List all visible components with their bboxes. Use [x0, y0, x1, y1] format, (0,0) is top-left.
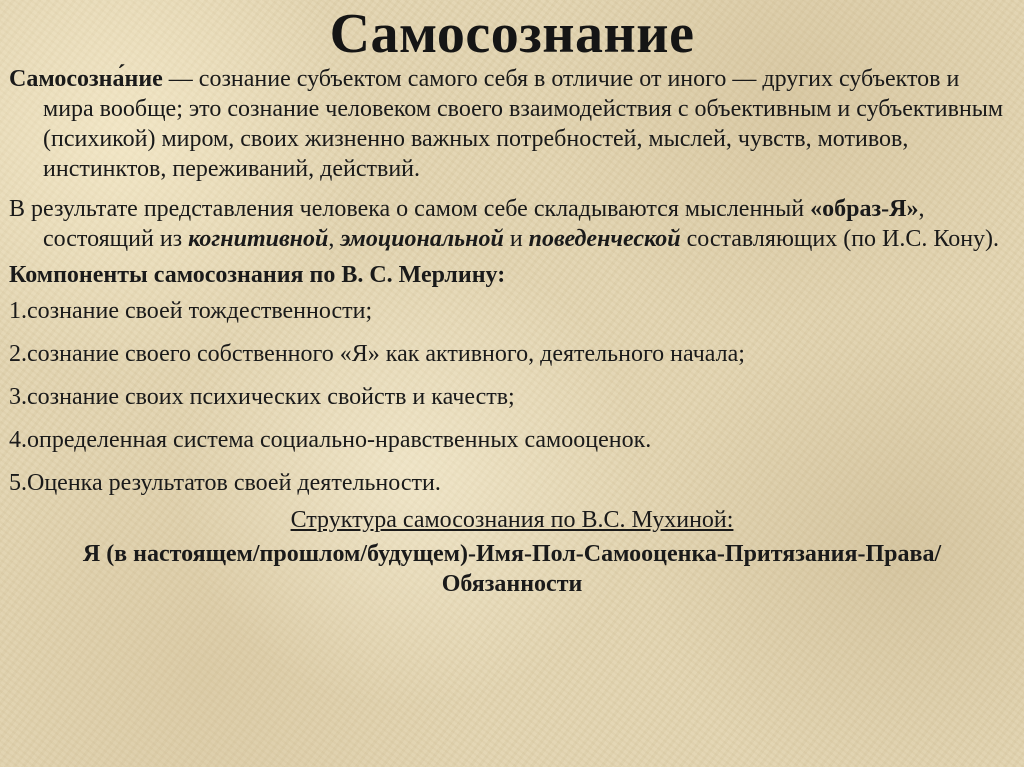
self-image-emotional: эмоциональной [340, 226, 504, 252]
list-item [9, 382, 1015, 412]
self-image-term: «образ-Я» [810, 196, 919, 222]
self-image-behavioral: поведенческой [528, 226, 681, 252]
components-list [9, 296, 1015, 498]
list-item-text: сознание своих психических свойств и качеств; [27, 384, 515, 410]
list-item-text: Оценка результатов своей деятельности. [27, 470, 441, 496]
definition-term: Самосозна́ние [9, 66, 163, 92]
structure-heading: Структура самосознания по В.С. Мухиной: [290, 507, 734, 533]
self-image-sep2: и [503, 226, 529, 252]
components-heading: Компоненты самосознания по В. С. Мерлину: [9, 262, 506, 288]
list-item [9, 425, 1015, 455]
list-item-number: 3. [9, 384, 27, 410]
list-item-text: сознание своей тождественности; [27, 298, 373, 324]
definition-paragraph [9, 64, 1015, 184]
self-image-cognitive: когнитивной [188, 226, 329, 252]
list-item-text: определенная система социально-нравственных самооценок. [27, 427, 652, 453]
list-item-text: сознание своего собственного «Я» как активного, деятельного начала; [27, 341, 745, 367]
definition-text: — сознание субъектом самого себя в отличие от иного — других субъектов и мира вообще; это сознание человеком своего взаимодействия с объективным и субъективным (психикой) миром, своих жизненно важных потребностей, мыслей, чувств, мотивов, инстинктов, переживаний, действий. [43, 66, 1004, 182]
list-item [9, 339, 1015, 369]
self-image-part1: В результате представления человека о самом себе складываются мысленный [9, 196, 811, 222]
self-image-part3: составляющих (по И.С. Кону). [680, 226, 1000, 252]
slide-title: Самосознание [329, 3, 695, 65]
list-item [9, 468, 1015, 498]
self-image-paragraph [9, 194, 1015, 254]
self-image-part2: , состоящий из [43, 196, 925, 252]
list-item-number: 5. [9, 470, 27, 496]
list-item-number: 1. [9, 298, 27, 324]
structure-formula: Я (в настоящем/прошлом/будущем)-Имя-Пол-Самооценка-Притязания-Права/Обязанности [82, 541, 942, 597]
list-item-number: 4. [9, 427, 27, 453]
slide-content [9, 64, 1015, 599]
self-image-sep1: , [328, 226, 341, 252]
list-item-number: 2. [9, 341, 27, 367]
list-item [9, 296, 1015, 326]
